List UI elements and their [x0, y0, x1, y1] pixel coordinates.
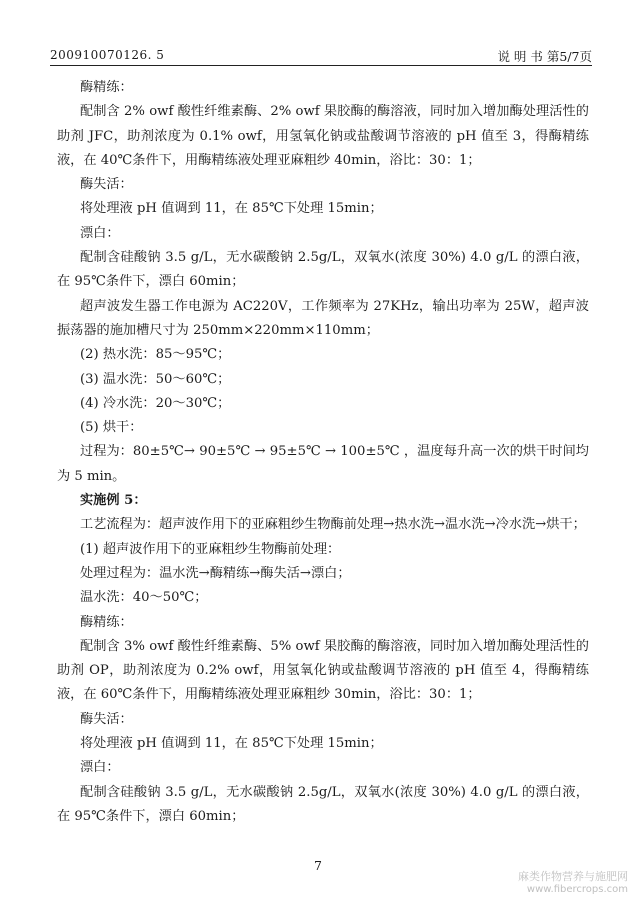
- paragraph: [57, 173, 589, 197]
- paragraph: [57, 197, 589, 221]
- paragraph-text: 配制含硅酸钠 3.5 g/L，无水碳酸钠 2.5g/L，双氧水(浓度 30%) 4.0 g/L 的漂白液，在 95℃条件下，漂白 60min；: [57, 250, 589, 290]
- paragraph-text: 酶失活：: [80, 711, 133, 727]
- paragraph-text: (2) 热水洗：85～95℃；: [80, 347, 231, 363]
- page-header: [50, 40, 592, 62]
- paragraph-text: 酶精练：: [80, 614, 133, 630]
- paragraph-text: 配制含硅酸钠 3.5 g/L，无水碳酸钠 2.5g/L，双氧水(浓度 30%) 4.0 g/L 的漂白液，在 95℃条件下，漂白 60min；: [57, 784, 589, 824]
- paragraph-text: 配制含 2% owf 酸性纤维素酶、2% owf 果胶酶的酶溶液，同时加入增加酶处理活性的助剂 JFC，助剂浓度为 0.1% owf，用氢氧化钠或盐酸调节溶液的 pH 值至 3，得酶精练液，在 40℃条件下，用酶精练液处理亚麻粗纱 40min，浴比：30：1；: [57, 104, 589, 168]
- paragraph: [57, 222, 589, 246]
- paragraph: [57, 368, 589, 392]
- paragraph: [57, 756, 589, 780]
- page-number: 7: [314, 858, 322, 873]
- section-heading: [57, 489, 589, 513]
- paragraph-text: 将处理液 pH 值调到 11，在 85℃下处理 15min；: [80, 736, 383, 752]
- paragraph-text: 配制含 3% owf 酸性纤维素酶、5% owf 果胶酶的酶溶液，同时加入增加酶处理活性的助剂 OP，助剂浓度为 0.2% owf，用氢氧化钠或盐酸调节溶液的 pH 值至 4，得酶精练液，在 60℃条件下，用酶精练液处理亚麻粗纱 30min，浴比：30：1；: [57, 638, 589, 703]
- paragraph: [57, 538, 589, 562]
- paragraph-text: 处理过程为：温水洗→酶精练→酶失活→漂白；: [80, 565, 351, 581]
- paragraph: [57, 732, 589, 756]
- paragraph-text: 过程为：80±5℃→ 90±5℃ → 95±5℃ → 100±5℃ ，温度每升高一次的烘干时间均为 5 min。: [57, 444, 589, 484]
- paragraph: [57, 708, 589, 732]
- paragraph: [57, 100, 589, 173]
- paragraph-text: 将处理液 pH 值调到 11，在 85℃下处理 15min；: [80, 201, 383, 217]
- document-body: [57, 76, 589, 829]
- paragraph: [57, 295, 589, 344]
- paragraph: [57, 611, 589, 635]
- paragraph: [57, 586, 589, 610]
- paragraph: [57, 392, 589, 416]
- paragraph: [57, 76, 589, 100]
- paragraph-text: 超声波发生器工作电源为 AC220V，工作频率为 27KHz，输出功率为 25W，超声波振荡器的施加槽尺寸为 250mm×220mm×110mm；: [57, 298, 589, 338]
- paragraph-text: (4) 冷水洗：20～30℃；: [80, 395, 231, 411]
- paragraph-text: 实施例 5：: [80, 493, 147, 509]
- paragraph: [57, 343, 589, 367]
- header-rule: [50, 65, 592, 66]
- watermark: [518, 870, 628, 896]
- paragraph: [57, 562, 589, 586]
- paragraph-text: (1) 超声波作用下的亚麻粗纱生物酶前处理：: [80, 541, 341, 557]
- paragraph: [57, 440, 589, 489]
- paragraph-text: 酶精练：: [80, 80, 133, 95]
- paragraph-text: (3) 温水洗：50～60℃；: [80, 371, 231, 387]
- watermark-site-name: 麻类作物营养与施肥网: [518, 870, 628, 883]
- paragraph: [57, 781, 589, 830]
- paragraph: [57, 246, 589, 295]
- header-title: 说 明 书 第5/7页: [497, 49, 592, 64]
- paragraph: [57, 513, 589, 537]
- paragraph: [57, 635, 589, 708]
- paragraph-text: 漂白：: [80, 225, 120, 241]
- paragraph: [57, 416, 589, 440]
- paragraph-text: (5) 烘干：: [80, 420, 143, 436]
- paragraph-text: 工艺流程为：超声波作用下的亚麻粗纱生物酶前处理→热水洗→温水洗→冷水洗→烘干；: [80, 517, 586, 533]
- document-number: 200910070126. 5: [50, 48, 165, 62]
- watermark-url: www.fibercrops.com: [526, 884, 628, 895]
- paragraph-text: 酶失活：: [80, 177, 133, 193]
- paragraph-text: 漂白：: [80, 760, 120, 776]
- paragraph-text: 温水洗：40～50℃；: [80, 590, 208, 606]
